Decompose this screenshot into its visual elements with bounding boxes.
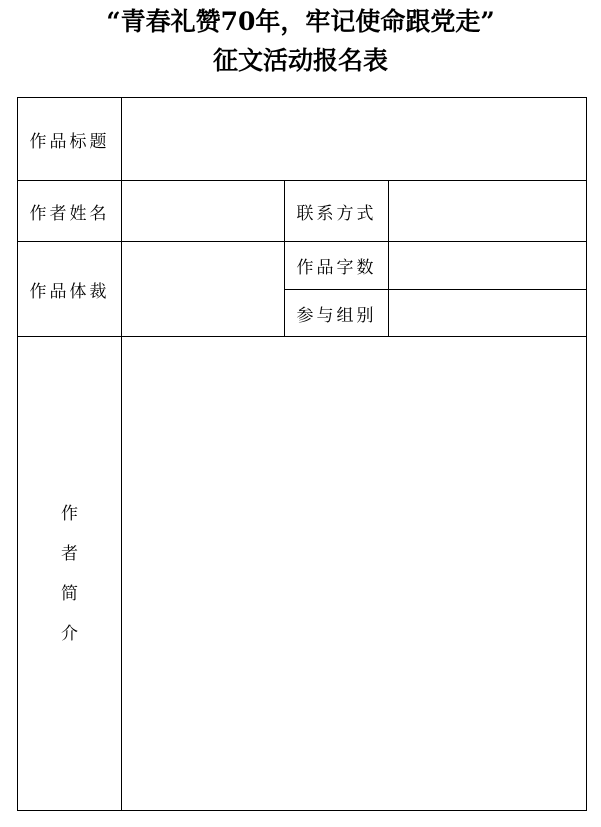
word-count-field[interactable] [389, 242, 587, 290]
group-field[interactable] [389, 290, 587, 337]
author-name-label: 作者姓名 [18, 181, 122, 242]
word-count-label: 作品字数 [285, 242, 389, 290]
document-title: “青春礼赞70年，牢记使命跟党走” [106, 7, 495, 36]
work-title-label: 作品标题 [18, 98, 122, 181]
registration-form-table [17, 97, 587, 811]
group-label: 参与组别 [285, 290, 389, 337]
author-name-field[interactable] [122, 181, 285, 242]
bio-label: 作者简介 [60, 503, 78, 644]
contact-field[interactable] [389, 181, 587, 242]
genre-field[interactable] [122, 242, 285, 337]
contact-label: 联系方式 [285, 181, 389, 242]
document-subtitle: 征文活动报名表 [212, 46, 388, 75]
bio-label-cell [18, 337, 122, 811]
genre-label: 作品体裁 [18, 242, 122, 337]
work-title-field[interactable] [122, 98, 587, 181]
bio-field[interactable] [122, 337, 587, 811]
